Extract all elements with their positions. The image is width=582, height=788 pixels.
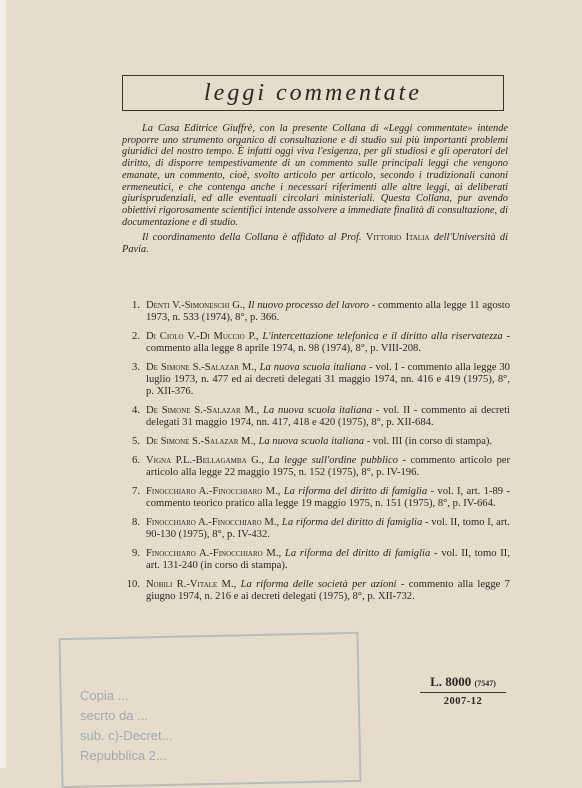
item-title: La riforma del diritto di famiglia: [281, 517, 423, 528]
item-number: 8.: [132, 517, 140, 528]
list-item: [118, 455, 510, 479]
item-number: 7.: [132, 486, 140, 497]
item-title: Il nuovo processo del lavoro: [247, 300, 369, 311]
coordinator-prefix: Il coordinamento della Collana è affidato al Prof.: [142, 232, 366, 244]
item-details: - vol. II - commento ai decreti delegati 31 maggio 1974, nn. 417, 418 e 420 (1975), 8°, p. XII-684.: [146, 405, 510, 428]
item-title: La nuova scuola italiana: [259, 362, 367, 373]
item-details: - vol. III (in corso di stampa).: [364, 436, 493, 447]
intro-paragraph-2: [122, 232, 508, 255]
item-author: De Simone S.-Salazar M.,: [146, 362, 257, 373]
item-details: - commento articolo per articolo alla legge 22 maggio 1975, n. 152 (1975), 8°, p. IV-196.: [146, 455, 510, 478]
item-title: La legge sull'ordine pubblico: [268, 455, 398, 466]
price-divider: [420, 692, 506, 693]
intro-text-a: La Casa Editrice Giuffrè, con la presente Collana di «Leggi commentate» intende proporre uno strumento organico di consultazione e di studio sui più importanti problemi giuridici del nostro tempo.: [122, 123, 508, 158]
stamp-text-line: sub. c)-Decret...: [80, 728, 173, 743]
item-author: Finocchiaro A.-Finocchiaro M.,: [146, 486, 281, 497]
coordinator-name: Vittorio Italia: [365, 232, 430, 244]
list-item: [118, 405, 510, 429]
page-edge: [0, 0, 6, 768]
item-author: Finocchiaro A.-Finocchiaro M.,: [146, 548, 282, 559]
intro-text-b: È infatti oggi viva l'esigenza, per gli studiosi e gli operatori del diritto, di disporre tempestivamente di un commento sulle principali leggi che vengono emanate, un commento, cioè, svolto articolo per articolo, secondo i tradizionali canoni ermeneutici, e che contenga anche i necessari riferimenti alle altre leggi, ai deliberati giurisprudenziali, ed alle eventuali circolari ministeriali.: [122, 146, 508, 205]
item-details: - vol. II, tomo II, art. 131-240 (in corso di stampa).: [146, 548, 510, 571]
list-item: [118, 362, 510, 398]
item-details: - vol. II, tomo I, art. 90-130 (1975), 8°, p. IV-432.: [146, 517, 510, 540]
item-title: La riforma del diritto di famiglia: [284, 548, 431, 559]
series-introduction: [122, 123, 508, 256]
price-code: (7547): [474, 679, 496, 688]
item-number: 10.: [126, 579, 140, 590]
item-author: Denti V.-Simoneschi G.,: [146, 300, 246, 311]
item-author: Di Ciolo V.-Di Muccio P.,: [146, 331, 259, 342]
price-value: L. 8000: [430, 674, 472, 689]
list-item: [118, 436, 510, 448]
item-number: 9.: [132, 548, 140, 559]
item-details: - commento alla legge 11 agosto 1973, n. 533 (1974), 8°, p. 366.: [146, 300, 511, 323]
item-number: 3.: [132, 362, 140, 373]
list-item: [118, 331, 510, 355]
series-title: leggi commentate: [204, 79, 422, 106]
item-details: - commento alla legge 7 giugno 1974, n. 216 e ai decreti delegati (1975), 8°, p. XII-732.: [146, 579, 510, 602]
stamp-text-line: Repubblica 2...: [80, 748, 167, 763]
item-author: Vigna P.L.-Bellagamba G.,: [146, 455, 265, 466]
item-number: 4.: [132, 405, 140, 416]
item-author: Nobili R.-Vitale M.,: [146, 579, 237, 590]
publication-list: [118, 300, 510, 610]
item-title: La riforma delle società per azioni: [240, 579, 397, 590]
item-number: 2.: [132, 331, 140, 342]
item-title: L'intercettazione telefonica e il diritto alla riservatezza: [262, 331, 503, 342]
item-author: De Simone S.-Salazar M.,: [146, 405, 260, 416]
item-number: 6.: [132, 455, 140, 466]
stamp-text-line: secrto da ...: [80, 708, 148, 723]
coordinator-suffix: dell'Università di Pavia.: [122, 232, 508, 256]
item-title: La nuova scuola italiana: [262, 405, 373, 416]
item-details: - vol. I, art. 1-89 - commento teorico pratico alla legge 19 maggio 1975, n. 151 (1975), 8°, p. IV-664.: [146, 486, 510, 509]
list-item: [118, 300, 510, 324]
item-details: - commento alla legge 8 aprile 1974, n. 98 (1974), 8°, p. VIII-208.: [146, 331, 510, 354]
intro-text-c: Questa Collana, pur avendo obiettivi rigorosamente scientifici intende assolvere a immediate finalità di consultazione, di documentazione e di studio.: [122, 193, 508, 228]
list-item: [118, 579, 510, 603]
intro-paragraph-1: [122, 123, 508, 228]
item-details: - vol. I - commento alla legge 30 luglio 1973, n. 477 ed ai decreti delegati 31 maggio 1974, nn. 416 e 419 (1975), 8°, p. XII-376.: [146, 362, 510, 397]
item-number: 1.: [132, 300, 140, 311]
series-code: 2007-12: [443, 696, 483, 707]
series-header-box: [122, 75, 504, 111]
list-item: [118, 486, 510, 510]
price-label: [418, 674, 508, 690]
item-title: La nuova scuola italiana: [258, 436, 365, 447]
item-title: La riforma del diritto di famiglia: [283, 486, 428, 497]
list-item: [118, 548, 510, 572]
item-author: De Simone S.-Salazar M.,: [146, 436, 256, 447]
stamp-text-line: Copia ...: [80, 688, 129, 703]
list-item: [118, 517, 510, 541]
item-number: 5.: [132, 436, 140, 447]
item-author: Finocchiaro A.-Finocchiaro M.,: [146, 517, 280, 528]
price-block: [418, 674, 508, 707]
